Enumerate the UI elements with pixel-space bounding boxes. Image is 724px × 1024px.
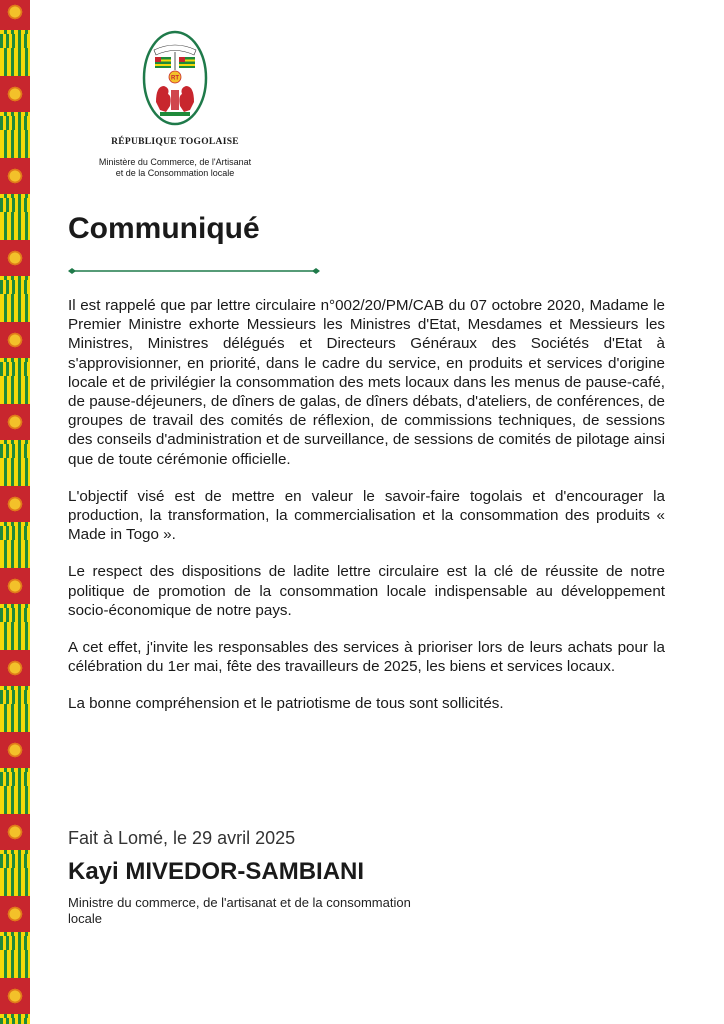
ministry-name: Ministère du Commerce, de l'Artisanat et de la Consommation locale xyxy=(98,157,252,178)
border-sun-block xyxy=(0,322,30,358)
paragraph: Le respect des dispositions de ladite lettre circulaire est la clé de réussite de notre politique de promotion de la consommation locale indispensable au développement socio-économique de notre pays. xyxy=(68,563,665,619)
border-sun-block xyxy=(0,0,30,30)
border-stripe-block xyxy=(0,198,30,212)
paragraph: A cet effet, j'invite les responsables des services à prioriser lors de leurs achats pour la célébration du 1er mai, fête des travailleurs de 2025, les biens et services locaux. xyxy=(68,639,665,676)
border-stripe-block xyxy=(0,34,30,48)
border-sun-block xyxy=(0,76,30,112)
border-sun-block xyxy=(0,158,30,194)
signer-name: Kayi MIVEDOR-SAMBIANI xyxy=(68,858,365,885)
border-sun-block xyxy=(0,240,30,276)
border-sun-block xyxy=(0,486,30,522)
border-stripe-block xyxy=(0,280,30,294)
border-stripe-block xyxy=(0,608,30,622)
border-stripe-block xyxy=(0,444,30,458)
border-sun-block xyxy=(0,404,30,440)
border-stripe-block xyxy=(0,116,30,130)
border-stripe-block xyxy=(0,690,30,704)
kente-border-strip xyxy=(0,0,30,1024)
communique-body xyxy=(68,296,665,732)
border-stripe-block xyxy=(0,526,30,540)
border-stripe-block xyxy=(0,936,30,950)
letterhead xyxy=(60,30,290,179)
border-sun-block xyxy=(0,896,30,932)
togo-coat-of-arms-icon xyxy=(142,30,208,126)
title-divider xyxy=(68,265,320,277)
border-stripe-block xyxy=(0,1018,30,1024)
border-sun-block xyxy=(0,978,30,1014)
border-stripe-block xyxy=(0,362,30,376)
republic-name: RÉPUBLIQUE TOGOLAISE xyxy=(111,137,239,147)
paragraph: Il est rappelé que par lettre circulaire n°002/20/PM/CAB du 07 octobre 2020, Madame le Premier Ministre exhorte Messieurs les Ministres d'Etat, Mesdames et Messieurs les Ministres, Ministres délégués et Directeurs Généraux des Sociétés d'Etat à s'approvisionner, en priorité, dans le cadre du service, en produits et services d'origine locale et de privilégier la consommation des mets locaux dans les menus de pause-café, de pause-déjeuners, de dîners de galas, de dîners débats, d'ateliers, de conférences, de groupes de travail des comités de réflexion, de commissions techniques, de sessions des conseils d'administration et de surveillance, de sessions de comités de pilotage ainsi que de toute cérémonie officielle. xyxy=(68,297,665,468)
emblem-initials: RT xyxy=(171,75,179,82)
border-sun-block xyxy=(0,732,30,768)
place-date: Fait à Lomé, le 29 avril 2025 xyxy=(68,828,296,848)
border-stripe-block xyxy=(0,772,30,786)
border-sun-block xyxy=(0,814,30,850)
signer-title: Ministre du commerce, de l'artisanat et de la consommation locale xyxy=(68,895,411,926)
border-stripe-block xyxy=(0,854,30,868)
paragraph: L'objectif visé est de mettre en valeur le savoir-faire togolais et d'encourager la production, la transformation, la commercialisation et la consommation des produits « Made in Togo ». xyxy=(68,487,665,544)
paragraph: La bonne compréhension et le patriotisme de tous sont sollicités. xyxy=(68,695,504,713)
border-sun-block xyxy=(0,568,30,604)
border-sun-block xyxy=(0,650,30,686)
document-title: Communiqué xyxy=(68,212,260,245)
